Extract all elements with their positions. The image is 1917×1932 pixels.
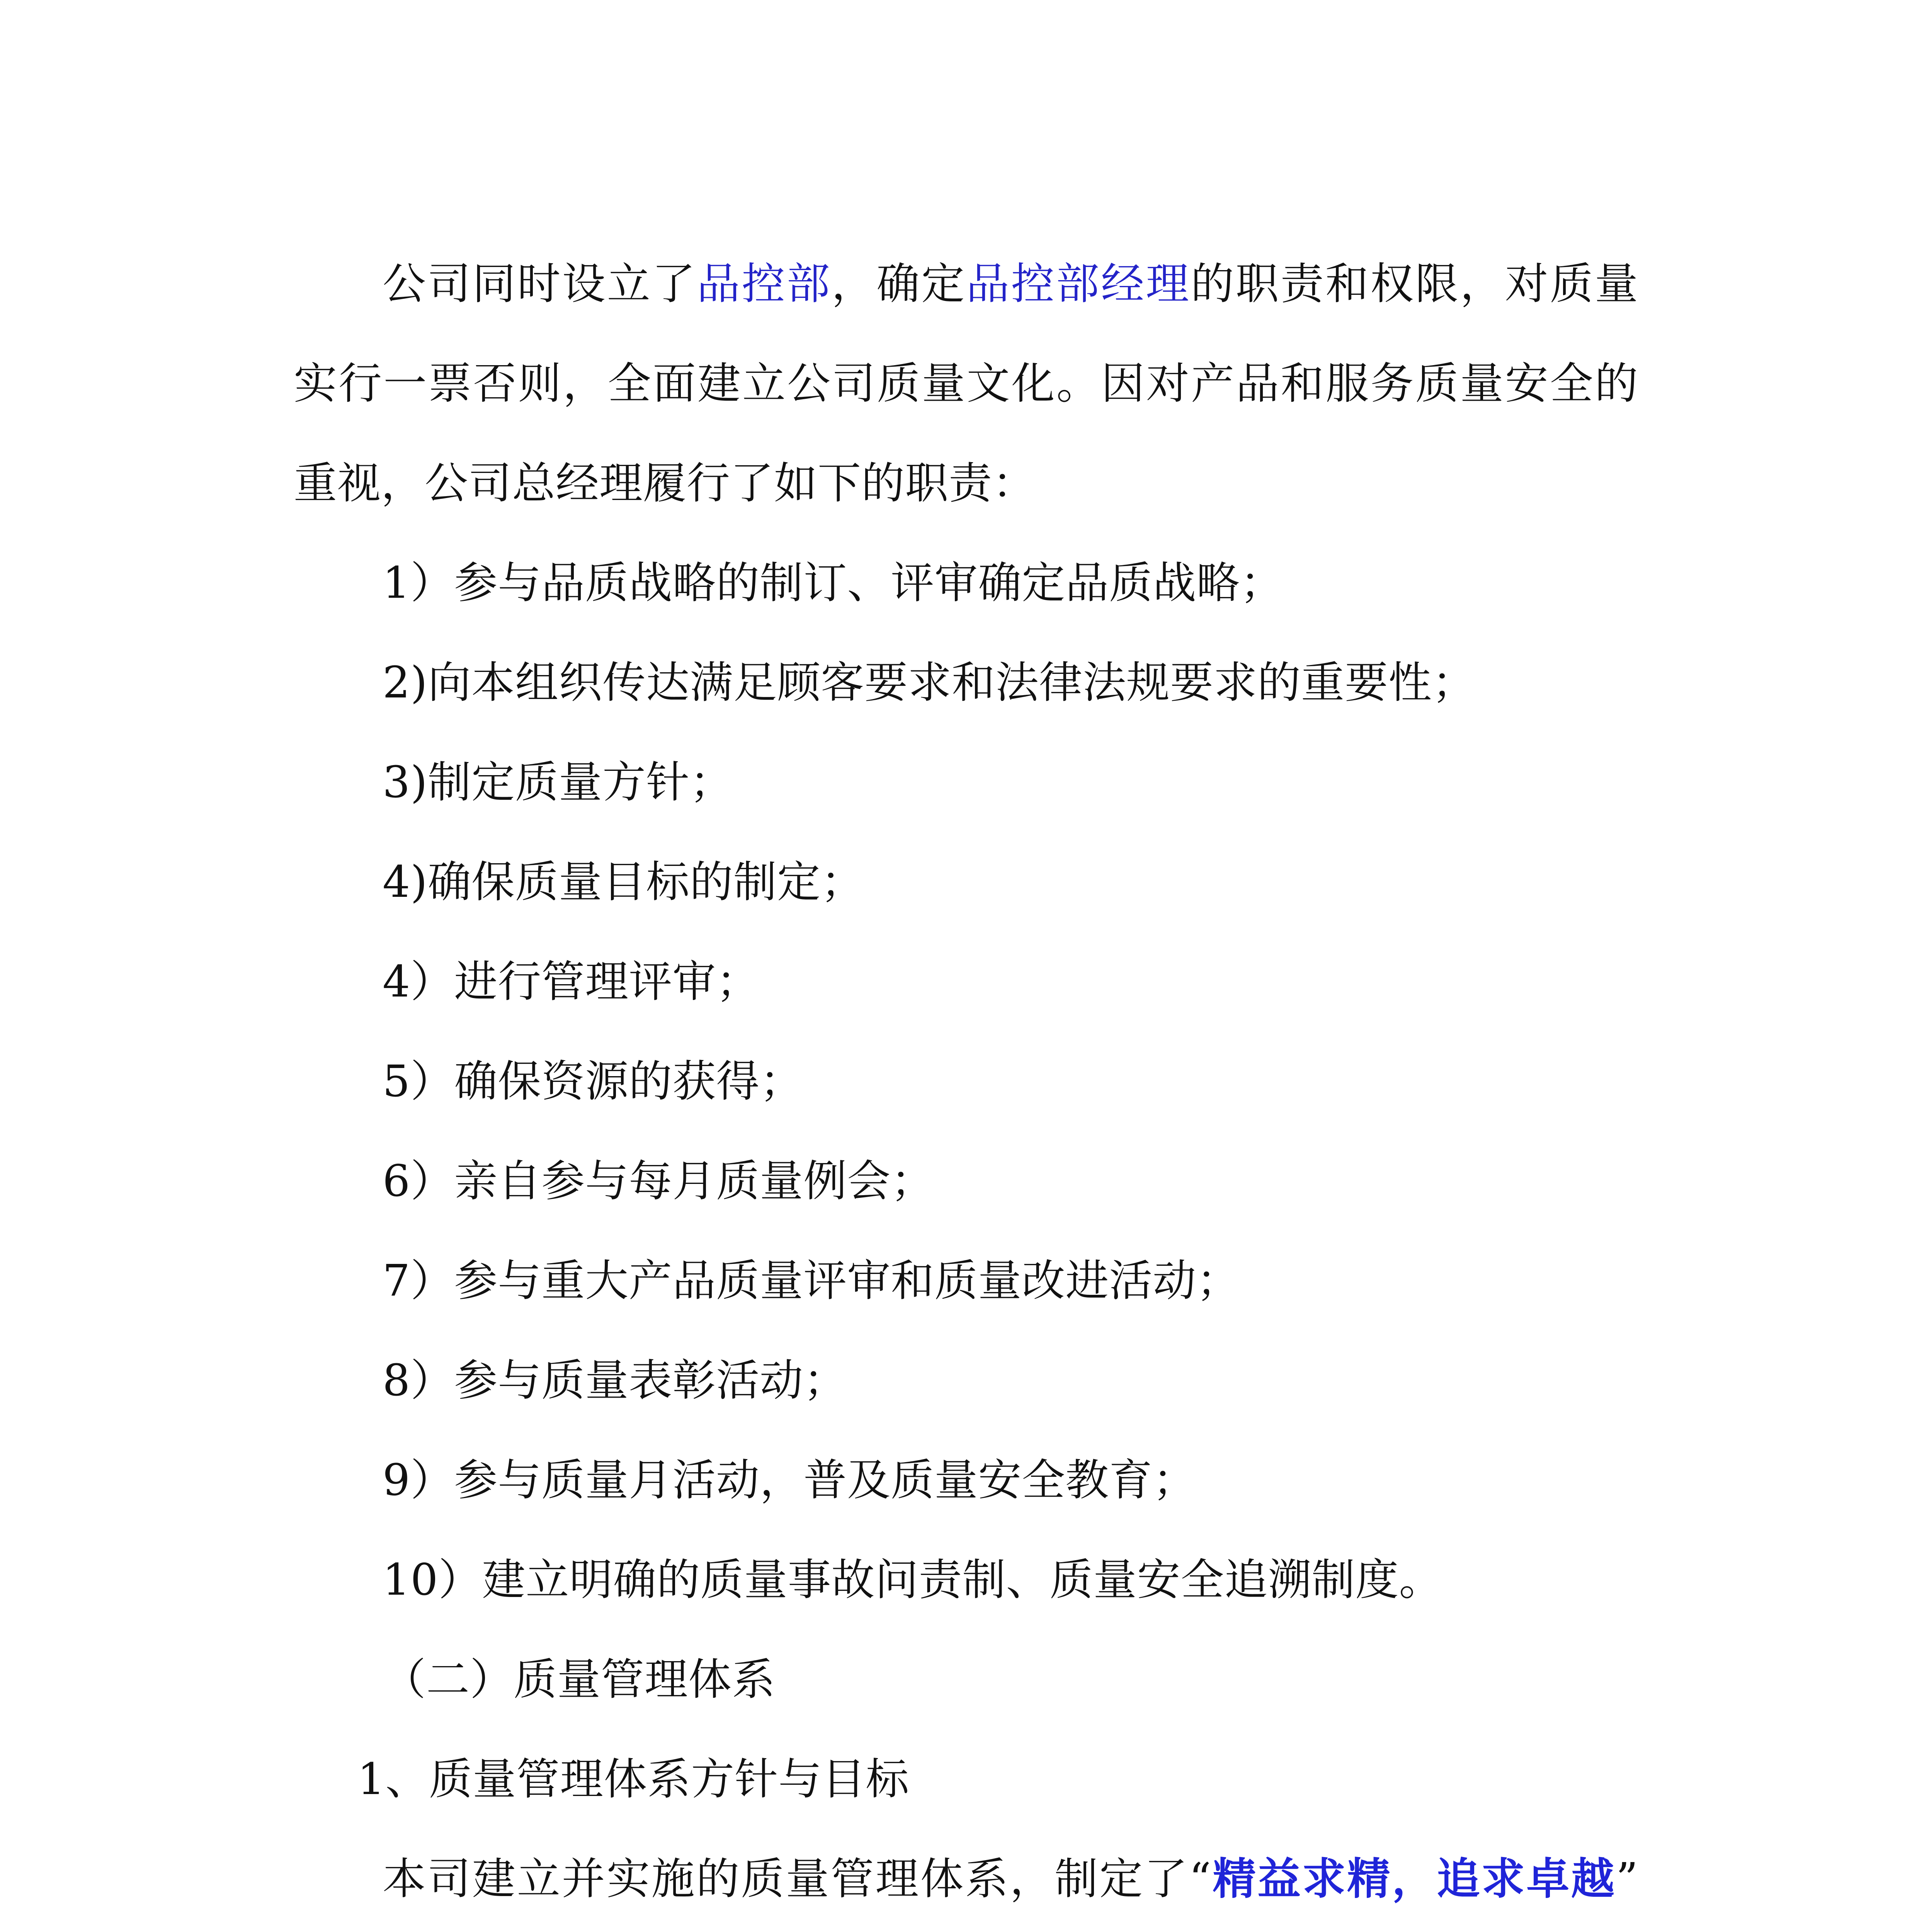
text-segment: ，确定 [831, 259, 966, 309]
duty-list-item: 4)确保质量目标的制定； [383, 857, 864, 907]
text-segment: 公司同时设立了 [383, 259, 697, 309]
intro-paragraph-line [383, 255, 1638, 313]
position-title: 品控部经理 [966, 259, 1191, 309]
duty-list-item: 8）参与质量表彰活动； [383, 1355, 847, 1406]
text-segment: 本司建立并实施的质量管理体系，制定了“ [383, 1854, 1212, 1904]
intro-paragraph-line: 实行一票否则，全面建立公司质量文化。因对产品和服务质量安全的 [294, 359, 1638, 409]
duty-list-item: 6）亲自参与每月质量例会； [383, 1156, 935, 1206]
policy-paragraph-line [383, 1850, 1638, 1908]
text-segment: 的职责和权限，对质量 [1191, 259, 1639, 309]
subsection-heading: 1、质量管理体系方针与目标 [357, 1754, 910, 1804]
duty-list-item: 10）建立明确的质量事故问责制、质量安全追溯制度。 [383, 1555, 1443, 1605]
duty-list-item: 4）进行管理评审； [383, 957, 760, 1007]
intro-paragraph-line: 重视，公司总经理履行了如下的职责： [294, 458, 1036, 509]
duty-list-item: 7）参与重大产品质量评审和质量改进活动； [383, 1256, 1240, 1306]
text-segment: ” [1616, 1854, 1638, 1904]
quality-slogan: 精益求精，追求卓越 [1211, 1854, 1616, 1904]
department-name: 品控部 [697, 259, 832, 309]
duty-list-item: 3)制定质量方针； [383, 757, 733, 808]
section-heading: （二）质量管理体系 [383, 1655, 776, 1705]
duty-list-item: 2)向本组织传达满足顾客要求和法律法规要求的重要性； [383, 658, 1476, 708]
duty-list-item: 1）参与品质战略的制订、评审确定品质战略； [383, 558, 1284, 608]
duty-list-item: 9）参与质量月活动，普及质量安全教育； [383, 1455, 1197, 1505]
duty-list-item: 5）确保资源的获得； [383, 1056, 804, 1107]
